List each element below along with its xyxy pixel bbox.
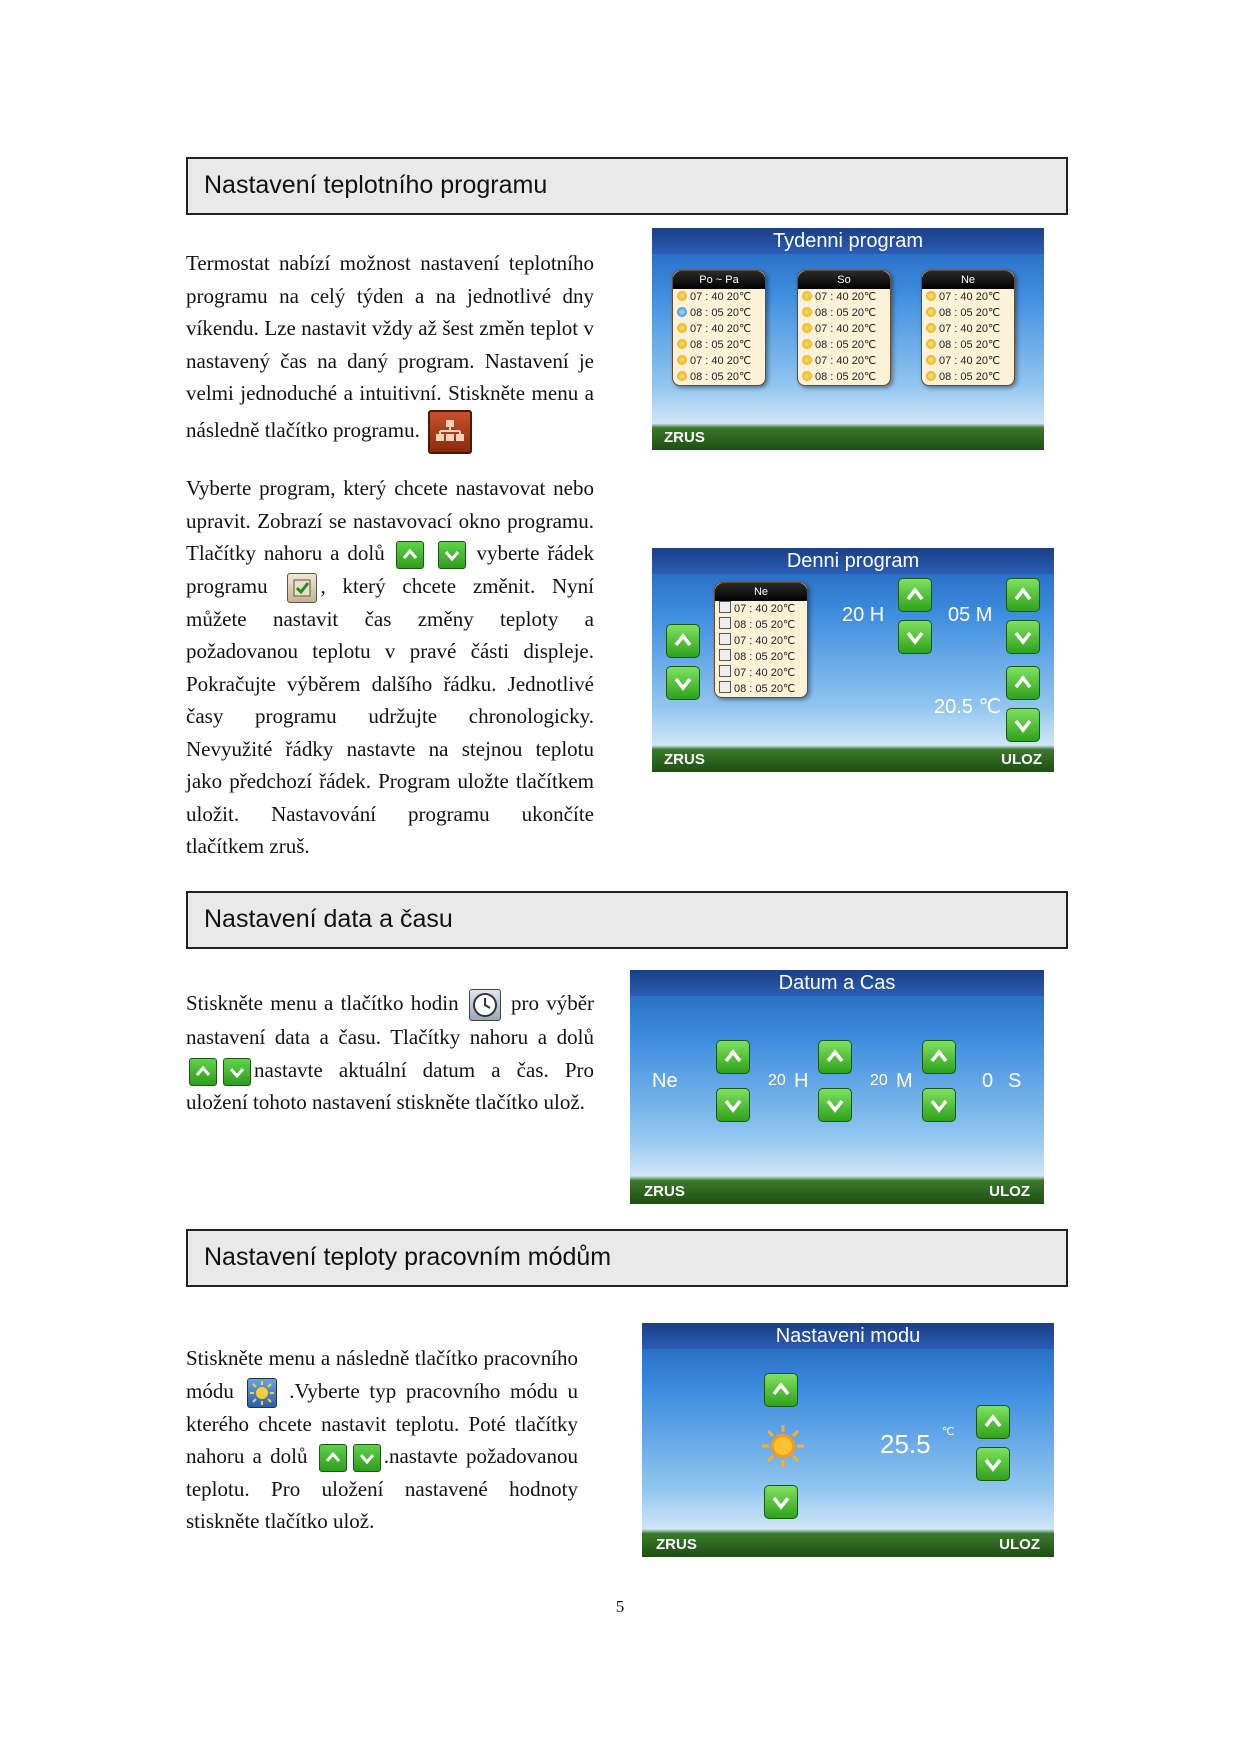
screen-daily-program bbox=[652, 548, 1054, 772]
hour-down-button[interactable] bbox=[898, 620, 932, 654]
cancel-button[interactable]: ZRUS bbox=[664, 751, 705, 768]
cancel-button[interactable]: ZRUS bbox=[664, 429, 705, 446]
page-number: 5 bbox=[615, 1597, 625, 1616]
day-label: Ne bbox=[922, 271, 1014, 289]
day-card bbox=[714, 582, 808, 698]
program-row[interactable]: 07 : 40 20℃ bbox=[798, 289, 890, 305]
up-arrow-icon bbox=[396, 541, 424, 569]
day-label: So bbox=[798, 271, 890, 289]
program-row[interactable]: 08 : 05 20℃ bbox=[715, 617, 807, 633]
hour-down-button[interactable] bbox=[818, 1088, 852, 1122]
program-row[interactable]: 08 : 05 20℃ bbox=[798, 305, 890, 321]
day-card-sunday[interactable] bbox=[921, 270, 1015, 386]
day-card-saturday[interactable] bbox=[797, 270, 891, 386]
second-unit: S bbox=[1008, 1070, 1022, 1092]
minute-down-button[interactable] bbox=[922, 1088, 956, 1122]
program-row[interactable]: 07 : 40 20℃ bbox=[922, 353, 1014, 369]
program-row[interactable]: 07 : 40 20℃ bbox=[798, 321, 890, 337]
screen-title: Denni program bbox=[652, 548, 1054, 574]
program-row[interactable]: 07 : 40 20℃ bbox=[715, 601, 807, 617]
section-heading-work-mode: Nastavení teploty pracovním módům bbox=[186, 1229, 1068, 1287]
down-arrow-icon bbox=[438, 541, 466, 569]
paragraph-program-intro bbox=[186, 247, 594, 454]
program-row[interactable]: 07 : 40 20℃ bbox=[922, 289, 1014, 305]
program-row[interactable]: 08 : 05 20℃ bbox=[798, 337, 890, 353]
section-heading-date-time: Nastavení data a času bbox=[186, 891, 1068, 949]
day-down-button[interactable] bbox=[716, 1088, 750, 1122]
program-row[interactable]: 07 : 40 20℃ bbox=[715, 633, 807, 649]
clock-icon bbox=[469, 989, 501, 1021]
screen-title: Datum a Cas bbox=[630, 970, 1044, 996]
temperature-value: 25.5 bbox=[880, 1429, 931, 1459]
program-row[interactable]: 07 : 40 20℃ bbox=[922, 321, 1014, 337]
program-row[interactable]: 08 : 05 20℃ bbox=[715, 649, 807, 665]
text: .Vyberte typ pracovního módu u kterého chcete nastavit teplotu. Poté tlačítky nahoru a dolů bbox=[186, 1378, 579, 1469]
text: Termostat nabízí možnost nastavení teplotního programu na celý týden a na jednotlivé dny víkendu. Lze nastavit vždy až šest změn teplot v nastavený čas na daný program. Nastavení je velmi jednoduché a intuitivní. Stiskněte menu a následně tlačítko programu. bbox=[186, 251, 594, 442]
hour-value: 20 bbox=[768, 1072, 786, 1089]
text: Stiskněte menu a následně tlačítko pracovního módu bbox=[186, 1346, 578, 1403]
screen-mode bbox=[642, 1323, 1054, 1557]
hour-up-button[interactable] bbox=[898, 578, 932, 612]
minute-up-button[interactable] bbox=[1006, 578, 1040, 612]
down-arrow-icon bbox=[223, 1058, 251, 1086]
temp-down-button[interactable] bbox=[1006, 708, 1040, 742]
hour-up-button[interactable] bbox=[818, 1040, 852, 1074]
paragraph-program-edit bbox=[186, 472, 594, 863]
minute-unit: M bbox=[896, 1070, 913, 1092]
day-label: Po ~ Pa bbox=[673, 271, 765, 289]
text: pro výběr nastavení data a času. Tlačítky nahoru a dolů bbox=[186, 991, 595, 1050]
program-row[interactable]: 07 : 40 20℃ bbox=[673, 321, 765, 337]
program-row[interactable]: 08 : 05 20℃ bbox=[798, 369, 890, 385]
paragraph-work-mode bbox=[186, 1342, 578, 1538]
program-row[interactable]: 07 : 40 20℃ bbox=[673, 289, 765, 305]
minute-up-button[interactable] bbox=[922, 1040, 956, 1074]
save-button[interactable]: ULOZ bbox=[999, 1536, 1040, 1553]
temp-up-button[interactable] bbox=[976, 1405, 1010, 1439]
section-heading-temperature-program: Nastavení teplotního programu bbox=[186, 157, 1068, 215]
text: , který chcete změnit. Nyní můžete nastavit čas změny teploty a požadovanou teplotu v pravé části displeje. Pokračujte výběrem dalšího řádku. Jednotlivé časy programu udržujte chronologicky. Nevyužité řádky nastavte na stejnou teplotu jako předchozí řádek. Program uložte tlačítkem uložit. Nastavování programu ukončíte tlačítkem zruš. bbox=[186, 573, 595, 859]
program-row[interactable]: 08 : 05 20℃ bbox=[922, 305, 1014, 321]
program-row[interactable]: 08 : 05 20℃ bbox=[673, 337, 765, 353]
cancel-button[interactable]: ZRUS bbox=[656, 1536, 697, 1553]
program-row[interactable]: 07 : 40 20℃ bbox=[798, 353, 890, 369]
minute-value: 05 M bbox=[948, 604, 993, 626]
screen-date-time bbox=[630, 970, 1044, 1204]
text: .nastavte požadovanou teplotu. Pro uložení nastavené hodnoty stiskněte tlačítko ulož. bbox=[186, 1444, 578, 1534]
program-row[interactable]: 08 : 05 20℃ bbox=[673, 369, 765, 385]
program-row[interactable]: 07 : 40 20℃ bbox=[715, 665, 807, 681]
program-row[interactable]: 08 : 05 20℃ bbox=[922, 369, 1014, 385]
save-button[interactable]: ULOZ bbox=[989, 1183, 1030, 1200]
temperature-value: 20.5 ℃ bbox=[934, 696, 1001, 718]
down-arrow-icon bbox=[353, 1444, 381, 1472]
text: Vyberte program, který chcete nastavovat nebo upravit. Zobrazí se nastavovací okno programu. Tlačítky nahoru a dolů bbox=[186, 476, 594, 565]
row-down-button[interactable] bbox=[666, 666, 700, 700]
program-row[interactable]: 08 : 05 20℃ bbox=[715, 681, 807, 697]
mode-down-button[interactable] bbox=[764, 1485, 798, 1519]
up-arrow-icon bbox=[189, 1058, 217, 1086]
minute-down-button[interactable] bbox=[1006, 620, 1040, 654]
program-row[interactable]: 08 : 05 20℃ bbox=[922, 337, 1014, 353]
second-value: 0 bbox=[982, 1070, 994, 1092]
screen-weekly-program bbox=[652, 228, 1044, 450]
temperature-unit: ℃ bbox=[942, 1426, 955, 1438]
row-up-button[interactable] bbox=[666, 624, 700, 658]
text: vyberte řádek programu bbox=[186, 541, 594, 598]
program-button-icon bbox=[428, 410, 472, 454]
screen-title: Nastaveni modu bbox=[642, 1323, 1054, 1349]
sun-icon bbox=[760, 1423, 806, 1474]
minute-value: 20 bbox=[870, 1072, 888, 1089]
mode-up-button[interactable] bbox=[764, 1373, 798, 1407]
hour-value: 20 H bbox=[842, 604, 885, 626]
up-arrow-icon bbox=[319, 1444, 347, 1472]
program-row[interactable]: 08 : 05 20℃ bbox=[673, 305, 765, 321]
checkbox-row-icon bbox=[287, 573, 317, 603]
cancel-button[interactable]: ZRUS bbox=[644, 1183, 685, 1200]
text: Stiskněte menu a tlačítko hodin bbox=[186, 991, 459, 1015]
sun-mode-icon bbox=[247, 1378, 277, 1408]
paragraph-date-time bbox=[186, 987, 594, 1119]
day-card-weekdays[interactable] bbox=[672, 270, 766, 386]
screen-title: Tydenni program bbox=[652, 228, 1044, 254]
day-value: Ne bbox=[652, 1070, 678, 1092]
hour-unit: H bbox=[794, 1070, 809, 1092]
temp-down-button[interactable] bbox=[976, 1447, 1010, 1481]
program-row[interactable]: 07 : 40 20℃ bbox=[673, 353, 765, 369]
temp-up-button[interactable] bbox=[1006, 666, 1040, 700]
day-up-button[interactable] bbox=[716, 1040, 750, 1074]
text: nastavte aktuální datum a čas. Pro uložení tohoto nastavení stiskněte tlačítko ulož. bbox=[186, 1057, 594, 1115]
day-label: Ne bbox=[715, 583, 807, 601]
save-button[interactable]: ULOZ bbox=[1001, 751, 1042, 768]
